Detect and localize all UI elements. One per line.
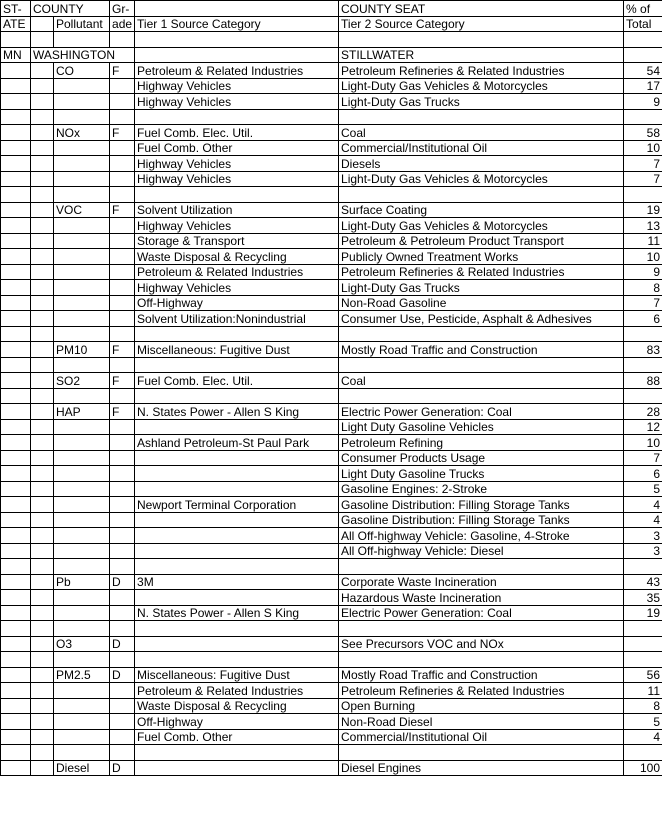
tier1-source: Miscellaneous: Fugitive Dust — [135, 667, 339, 683]
percent-of-total: 7 — [624, 450, 662, 466]
location-row — [1, 47, 662, 63]
header-county: COUNTY — [31, 1, 110, 17]
percent-of-total: 7 — [624, 295, 662, 311]
table-row — [1, 698, 662, 714]
percent-of-total: 58 — [624, 125, 662, 141]
tier1-source: Ashland Petroleum-St Paul Park — [135, 435, 339, 451]
pollutant-grade: F — [110, 373, 135, 389]
table-row — [1, 249, 662, 265]
percent-of-total: 11 — [624, 683, 662, 699]
percent-of-total: 3 — [624, 543, 662, 559]
tier2-source: Consumer Use, Pesticide, Asphalt & Adhesives — [339, 311, 624, 327]
table-row — [1, 574, 662, 590]
location-county: WASHINGTON — [31, 47, 135, 63]
percent-of-total: 10 — [624, 435, 662, 451]
table-row — [1, 760, 662, 776]
percent-of-total: 43 — [624, 574, 662, 590]
tier2-source: Corporate Waste Incineration — [339, 574, 624, 590]
spacer-row — [1, 621, 662, 637]
tier2-source: Coal — [339, 125, 624, 141]
tier2-source: Light-Duty Gas Trucks — [339, 94, 624, 110]
spacer-row — [1, 652, 662, 668]
tier1-source: Fuel Comb. Other — [135, 729, 339, 745]
percent-of-total: 100 — [624, 760, 662, 776]
table-row — [1, 404, 662, 420]
pollutant-name: O3 — [54, 636, 110, 652]
tier2-source: Coal — [339, 373, 624, 389]
percent-of-total: 9 — [624, 264, 662, 280]
header-county-blank — [31, 16, 54, 32]
tier1-source: Off-Highway — [135, 714, 339, 730]
tier2-source: All Off-highway Vehicle: Gasoline, 4-Stroke — [339, 528, 624, 544]
tier2-source: All Off-highway Vehicle: Diesel — [339, 543, 624, 559]
pollutant-grade: F — [110, 342, 135, 358]
pollutant-grade: D — [110, 636, 135, 652]
table-row — [1, 481, 662, 497]
pollutant-grade: F — [110, 125, 135, 141]
pollutant-grade: F — [110, 404, 135, 420]
percent-of-total: 10 — [624, 140, 662, 156]
tier2-source: Petroleum Refineries & Related Industries — [339, 264, 624, 280]
table-row — [1, 714, 662, 730]
tier1-source — [135, 636, 339, 652]
header-grade-bottom: ade — [110, 16, 135, 32]
spacer-row — [1, 388, 662, 404]
tier1-source: Highway Vehicles — [135, 156, 339, 172]
tier2-source: Electric Power Generation: Coal — [339, 404, 624, 420]
tier2-source: See Precursors VOC and NOx — [339, 636, 624, 652]
tier2-source: Non-Road Gasoline — [339, 295, 624, 311]
tier1-source: Highway Vehicles — [135, 280, 339, 296]
tier1-source: Waste Disposal & Recycling — [135, 698, 339, 714]
tier2-source: Hazardous Waste Incineration — [339, 590, 624, 606]
tier1-source: N. States Power - Allen S King — [135, 605, 339, 621]
percent-of-total: 8 — [624, 280, 662, 296]
spacer-row — [1, 745, 662, 761]
pollutant-name: HAP — [54, 404, 110, 420]
percent-of-total: 5 — [624, 481, 662, 497]
percent-of-total: 35 — [624, 590, 662, 606]
table-row — [1, 78, 662, 94]
tier1-source: Miscellaneous: Fugitive Dust — [135, 342, 339, 358]
percent-of-total: 4 — [624, 497, 662, 513]
percent-of-total: 13 — [624, 218, 662, 234]
tier1-source: Petroleum & Related Industries — [135, 63, 339, 79]
tier2-source: Mostly Road Traffic and Construction — [339, 667, 624, 683]
percent-of-total: 28 — [624, 404, 662, 420]
tier2-source: Commercial/Institutional Oil — [339, 140, 624, 156]
table-row — [1, 94, 662, 110]
header-blank — [135, 1, 339, 17]
pollutant-name: CO — [54, 63, 110, 79]
table-row — [1, 233, 662, 249]
table-row — [1, 295, 662, 311]
header-row-1 — [1, 1, 662, 17]
location-county-seat: STILLWATER — [339, 47, 624, 63]
table-row — [1, 450, 662, 466]
location-pct-blank — [624, 47, 662, 63]
table-row — [1, 419, 662, 435]
tier2-source: Diesels — [339, 156, 624, 172]
header-percent-top: % of — [624, 1, 662, 17]
tier1-source — [135, 419, 339, 435]
tier1-source: Fuel Comb. Other — [135, 140, 339, 156]
table-row — [1, 543, 662, 559]
percent-of-total: 17 — [624, 78, 662, 94]
tier1-source — [135, 450, 339, 466]
table-row — [1, 156, 662, 172]
spacer-row — [1, 109, 662, 125]
tier1-source — [135, 466, 339, 482]
tier1-source: Fuel Comb. Elec. Util. — [135, 125, 339, 141]
header-tier2: Tier 2 Source Category — [339, 16, 624, 32]
tier2-source: Gasoline Distribution: Filling Storage Tanks — [339, 497, 624, 513]
pollutant-name: PM2.5 — [54, 667, 110, 683]
percent-of-total: 12 — [624, 419, 662, 435]
location-state: MN — [1, 47, 31, 63]
percent-of-total: 11 — [624, 233, 662, 249]
percent-of-total: 5 — [624, 714, 662, 730]
tier1-source — [135, 528, 339, 544]
tier1-source: Petroleum & Related Industries — [135, 683, 339, 699]
tier1-source: Waste Disposal & Recycling — [135, 249, 339, 265]
tier2-source: Light-Duty Gas Vehicles & Motorcycles — [339, 78, 624, 94]
tier1-source: 3M — [135, 574, 339, 590]
percent-of-total: 19 — [624, 202, 662, 218]
tier1-source: Solvent Utilization — [135, 202, 339, 218]
table-row — [1, 171, 662, 187]
pollutant-name: Diesel — [54, 760, 110, 776]
table-row — [1, 202, 662, 218]
tier2-source: Petroleum Refineries & Related Industries — [339, 683, 624, 699]
location-blank — [135, 47, 339, 63]
percent-of-total: 56 — [624, 667, 662, 683]
pollutant-name: SO2 — [54, 373, 110, 389]
tier2-source: Light-Duty Gas Vehicles & Motorcycles — [339, 218, 624, 234]
table-row — [1, 729, 662, 745]
spacer-row — [1, 32, 662, 48]
table-row — [1, 140, 662, 156]
pollutant-name: VOC — [54, 202, 110, 218]
percent-of-total: 6 — [624, 311, 662, 327]
pollutant-name: Pb — [54, 574, 110, 590]
percent-of-total: 19 — [624, 605, 662, 621]
tier2-source: Gasoline Distribution: Filling Storage Tanks — [339, 512, 624, 528]
tier2-source: Publicly Owned Treatment Works — [339, 249, 624, 265]
table-row — [1, 683, 662, 699]
header-state-bottom: ATE — [1, 16, 31, 32]
table-row — [1, 435, 662, 451]
pollutant-name: PM10 — [54, 342, 110, 358]
tier1-source: Petroleum & Related Industries — [135, 264, 339, 280]
spacer-row — [1, 326, 662, 342]
tier2-source: Light Duty Gasoline Trucks — [339, 466, 624, 482]
percent-of-total: 9 — [624, 94, 662, 110]
tier2-source: Diesel Engines — [339, 760, 624, 776]
pollutant-grade: D — [110, 574, 135, 590]
tier2-source: Petroleum Refining — [339, 435, 624, 451]
table-row — [1, 667, 662, 683]
tier2-source: Mostly Road Traffic and Construction — [339, 342, 624, 358]
tier2-source: Gasoline Engines: 2-Stroke — [339, 481, 624, 497]
percent-of-total: 83 — [624, 342, 662, 358]
table-row — [1, 342, 662, 358]
header-pollutant: Pollutant — [54, 16, 110, 32]
percent-of-total — [624, 636, 662, 652]
table-row — [1, 373, 662, 389]
tier2-source: Light Duty Gasoline Vehicles — [339, 419, 624, 435]
percent-of-total: 6 — [624, 466, 662, 482]
tier1-source — [135, 760, 339, 776]
tier1-source — [135, 512, 339, 528]
pollutant-grade: D — [110, 667, 135, 683]
table-row — [1, 311, 662, 327]
percent-of-total: 3 — [624, 528, 662, 544]
table-row — [1, 636, 662, 652]
tier1-source: Highway Vehicles — [135, 94, 339, 110]
percent-of-total: 88 — [624, 373, 662, 389]
percent-of-total: 4 — [624, 512, 662, 528]
percent-of-total: 10 — [624, 249, 662, 265]
tier1-source: Fuel Comb. Elec. Util. — [135, 373, 339, 389]
tier2-source: Surface Coating — [339, 202, 624, 218]
percent-of-total: 54 — [624, 63, 662, 79]
percent-of-total: 4 — [624, 729, 662, 745]
tier2-source: Consumer Products Usage — [339, 450, 624, 466]
percent-of-total: 7 — [624, 171, 662, 187]
table-row — [1, 63, 662, 79]
table-body — [1, 1, 662, 776]
tier1-source — [135, 481, 339, 497]
table-row — [1, 497, 662, 513]
tier2-source: Petroleum Refineries & Related Industries — [339, 63, 624, 79]
pollutant-name: NOx — [54, 125, 110, 141]
header-tier1: Tier 1 Source Category — [135, 16, 339, 32]
tier1-source: N. States Power - Allen S King — [135, 404, 339, 420]
table-row — [1, 605, 662, 621]
header-grade-top: Gr- — [110, 1, 135, 17]
table-row — [1, 528, 662, 544]
tier2-source: Electric Power Generation: Coal — [339, 605, 624, 621]
header-percent-bottom: Total — [624, 16, 662, 32]
tier1-source: Off-Highway — [135, 295, 339, 311]
tier1-source: Highway Vehicles — [135, 218, 339, 234]
table-row — [1, 264, 662, 280]
table-row — [1, 512, 662, 528]
header-state-top: ST- — [1, 1, 31, 17]
spacer-row — [1, 187, 662, 203]
spacer-row — [1, 559, 662, 575]
tier1-source — [135, 543, 339, 559]
tier1-source: Highway Vehicles — [135, 171, 339, 187]
pollutant-grade: F — [110, 202, 135, 218]
header-county-seat: COUNTY SEAT — [339, 1, 624, 17]
table-row — [1, 280, 662, 296]
pollutant-grade: F — [110, 63, 135, 79]
tier1-source: Newport Terminal Corporation — [135, 497, 339, 513]
tier2-source: Open Burning — [339, 698, 624, 714]
header-row-2 — [1, 16, 662, 32]
table-row — [1, 125, 662, 141]
tier2-source: Petroleum & Petroleum Product Transport — [339, 233, 624, 249]
table-row — [1, 590, 662, 606]
tier1-source: Highway Vehicles — [135, 78, 339, 94]
tier1-source — [135, 590, 339, 606]
tier2-source: Non-Road Diesel — [339, 714, 624, 730]
table-row — [1, 218, 662, 234]
tier2-source: Commercial/Institutional Oil — [339, 729, 624, 745]
tier1-source: Storage & Transport — [135, 233, 339, 249]
tier2-source: Light-Duty Gas Trucks — [339, 280, 624, 296]
tier1-source: Solvent Utilization:Nonindustrial — [135, 311, 339, 327]
tier2-source: Light-Duty Gas Vehicles & Motorcycles — [339, 171, 624, 187]
percent-of-total: 8 — [624, 698, 662, 714]
pollutant-grade: D — [110, 760, 135, 776]
spacer-row — [1, 357, 662, 373]
table-row — [1, 466, 662, 482]
percent-of-total: 7 — [624, 156, 662, 172]
